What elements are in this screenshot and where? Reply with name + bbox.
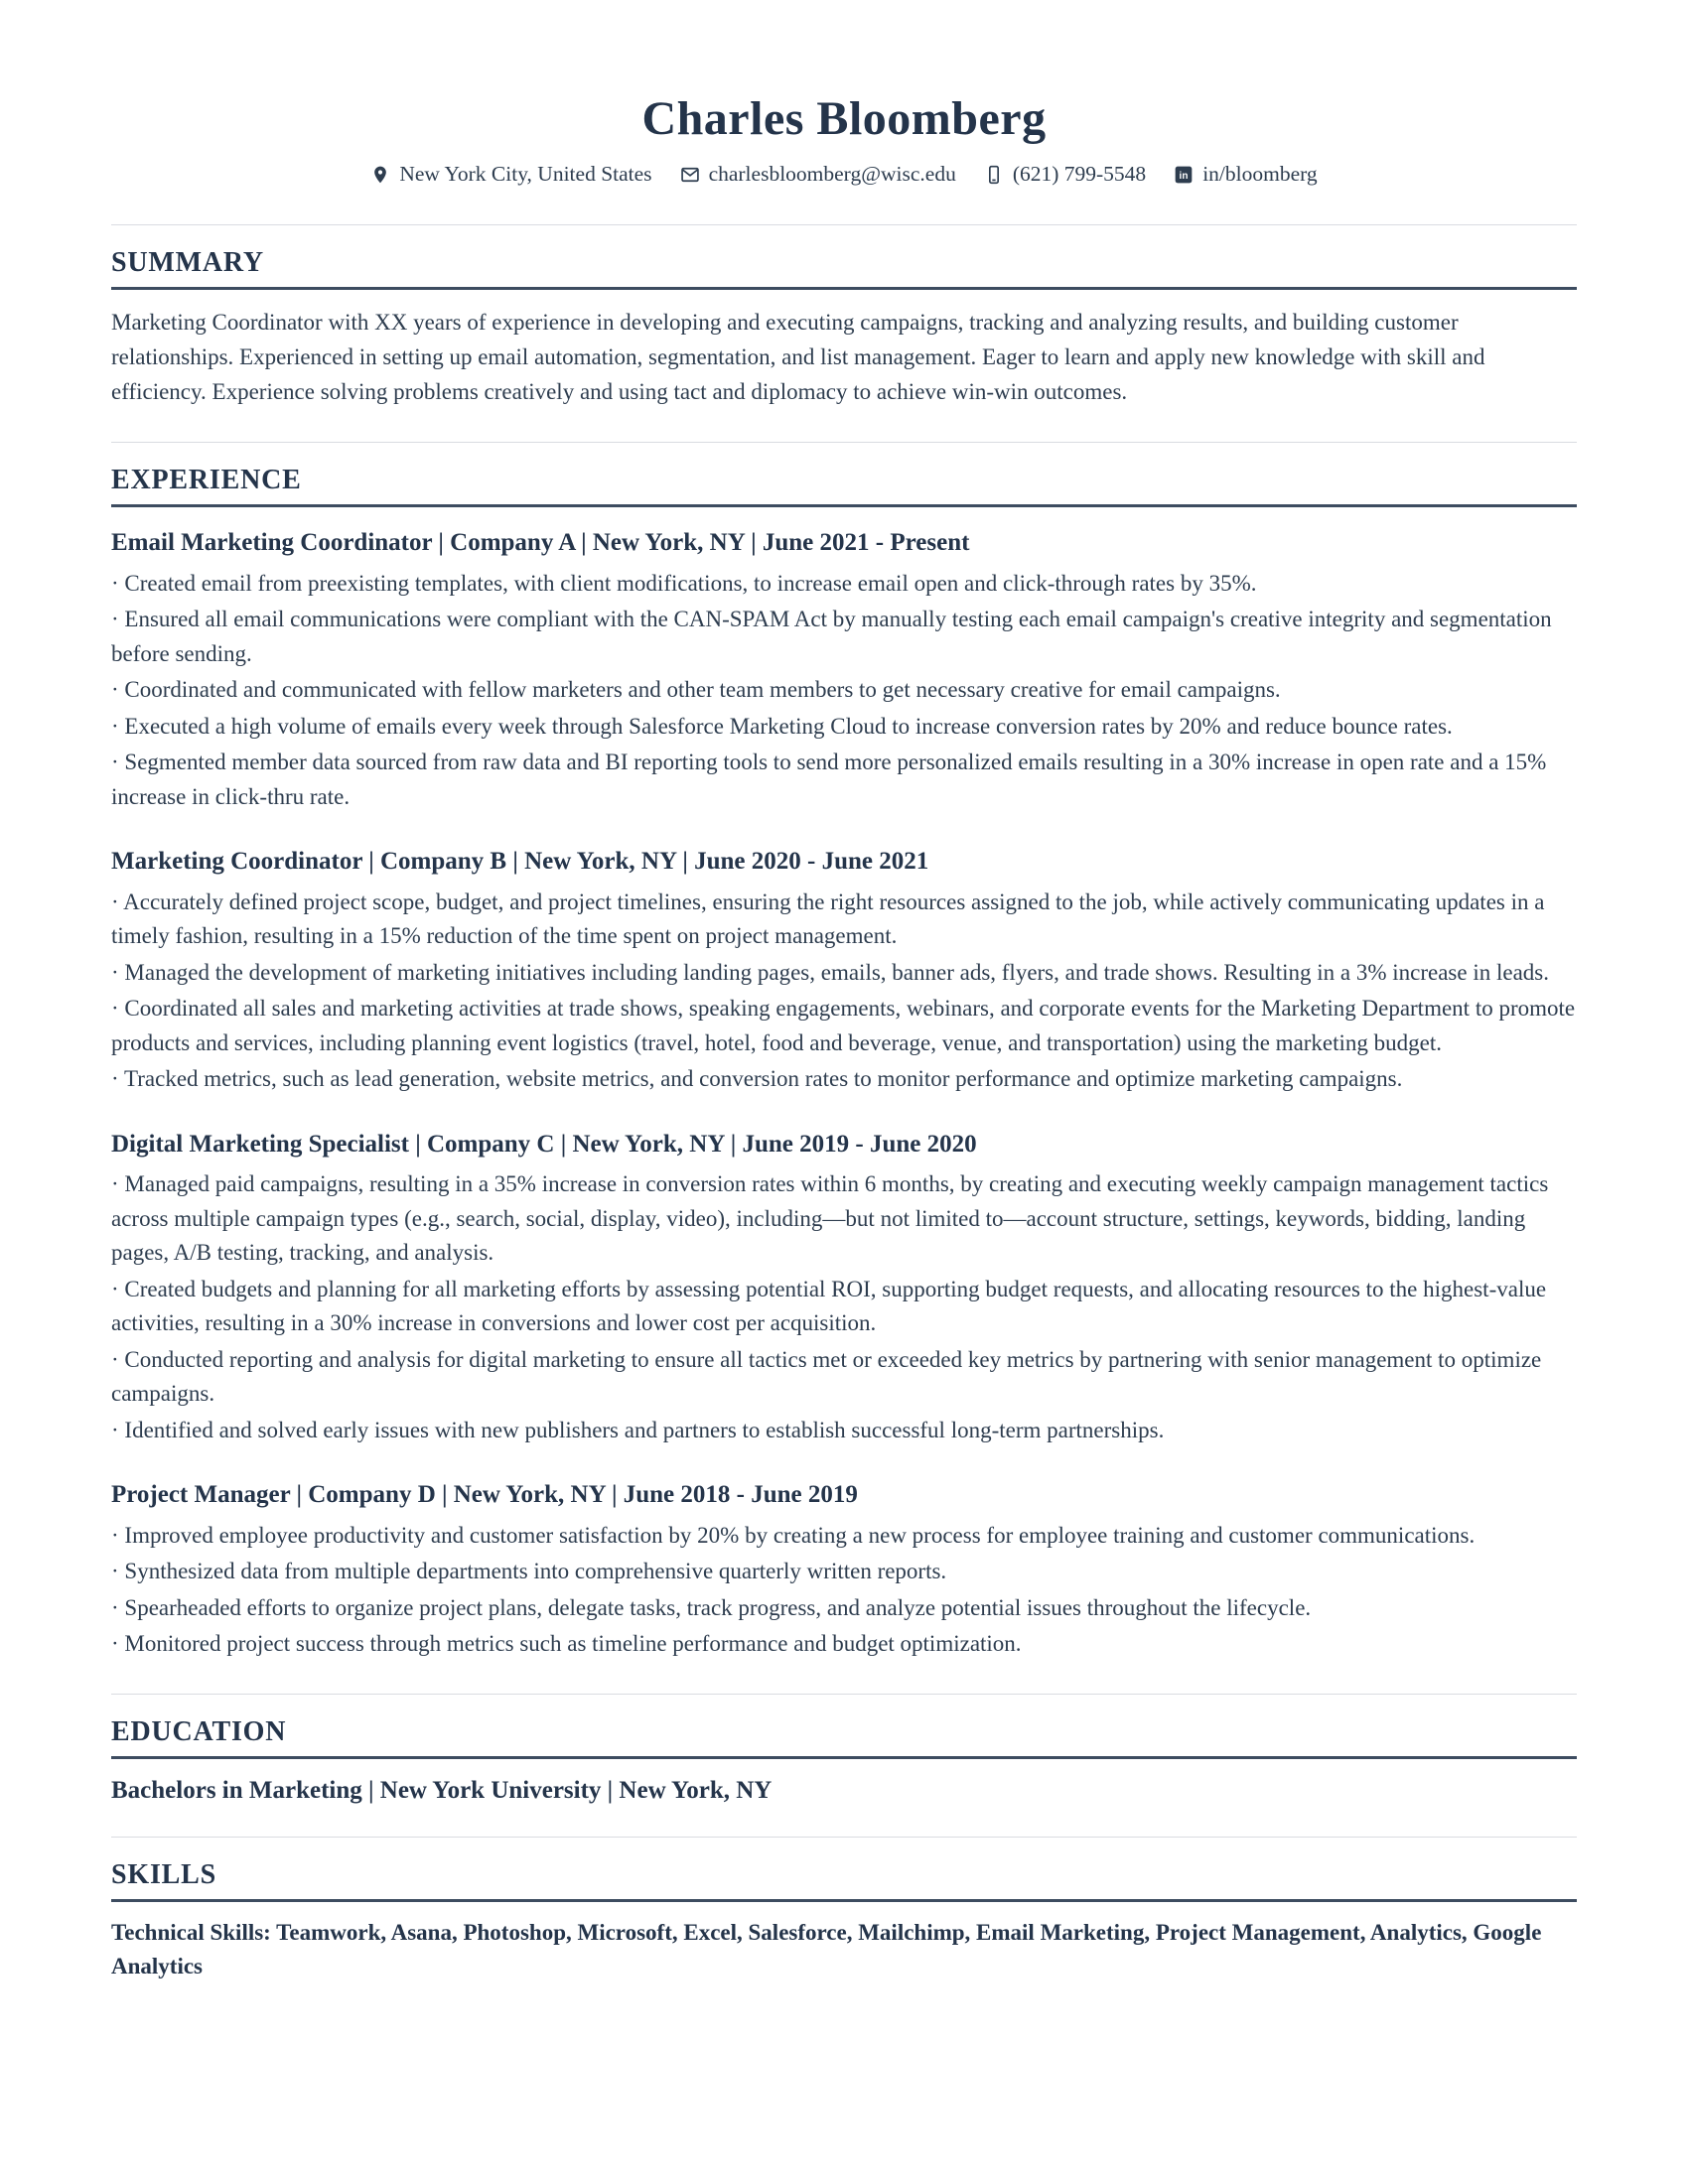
job-entry: [111, 527, 1577, 814]
job-bullet: · Monitored project success through metrics such as timeline performance and budget optimization.: [111, 1627, 1577, 1662]
contact-email-text: charlesbloomberg@wisc.edu: [708, 162, 956, 187]
job-bullet: · Identified and solved early issues with new publishers and partners to establish successful long-term partnerships.: [111, 1414, 1577, 1448]
location-pin-icon: [370, 165, 390, 185]
job-title: Digital Marketing Specialist | Company C | New York, NY | June 2019 - June 2020: [111, 1130, 977, 1158]
education-section: [111, 1694, 1577, 1805]
experience-section: [111, 442, 1577, 1662]
job-bullet: · Spearheaded efforts to organize project plans, delegate tasks, track progress, and analyze potential issues throughout the lifecycle.: [111, 1591, 1577, 1626]
email-icon: [680, 165, 700, 185]
skills-text: Technical Skills: Teamwork, Asana, Photoshop, Microsoft, Excel, Salesforce, Mailchimp, Email Marketing, Project Management, Analytics, Google Analytics: [111, 1919, 1542, 1979]
job-bullet: · Synthesized data from multiple departments into comprehensive quarterly written reports.: [111, 1555, 1577, 1589]
education-heading: EDUCATION: [111, 1716, 1577, 1759]
skills-heading: SKILLS: [111, 1859, 1577, 1902]
contact-linkedin-text: in/bloomberg: [1202, 162, 1318, 187]
contact-row: [111, 162, 1577, 187]
job-bullet: · Coordinated all sales and marketing activities at trade shows, speaking engagements, webinars, and corporate events for the Marketing Department to promote products and services, including planning event logistics (travel, hotel, food and beverage, venue, and transportation) using the marketing budget.: [111, 992, 1577, 1060]
job-title: Email Marketing Coordinator | Company A | New York, NY | June 2021 - Present: [111, 529, 970, 557]
education-degree: Bachelors in Marketing | New York University | New York, NY: [111, 1776, 773, 1804]
job-bullet: · Accurately defined project scope, budget, and project timelines, ensuring the right resources assigned to the job, while actively communicating updates in a timely fashion, resulting in a 15% reduction of the time spent on project management.: [111, 886, 1577, 954]
job-bullet: · Tracked metrics, such as lead generation, website metrics, and conversion rates to monitor performance and optimize marketing campaigns.: [111, 1062, 1577, 1097]
phone-icon: [984, 165, 1004, 185]
contact-email[interactable]: [680, 162, 956, 187]
job-bullet: · Coordinated and communicated with fellow marketers and other team members to get necessary creative for email campaigns.: [111, 673, 1577, 708]
job-bullet: · Managed the development of marketing initiatives including landing pages, emails, banner ads, flyers, and trade shows. Resulting in a 3% increase in leads.: [111, 956, 1577, 991]
job-entry: [111, 1479, 1577, 1662]
job-bullet: · Conducted reporting and analysis for digital marketing to ensure all tactics met or exceeded key metrics by partnering with senior management to optimize campaigns.: [111, 1343, 1577, 1412]
job-title: Marketing Coordinator | Company B | New York, NY | June 2020 - June 2021: [111, 848, 929, 876]
summary-section: [111, 224, 1577, 410]
job-title: Project Manager | Company D | New York, NY | June 2018 - June 2019: [111, 1481, 858, 1509]
job-entry: [111, 1129, 1577, 1448]
linkedin-icon: [1174, 165, 1194, 185]
contact-location: [370, 162, 651, 187]
job-bullet: · Segmented member data sourced from raw data and BI reporting tools to send more personalized emails resulting in a 30% increase in open rate and a 15% increase in click-thru rate.: [111, 746, 1577, 814]
experience-heading: EXPERIENCE: [111, 465, 1577, 507]
summary-heading: SUMMARY: [111, 247, 1577, 290]
job-bullet: · Created email from preexisting templates, with client modifications, to increase email open and click-through rates by 35%.: [111, 567, 1577, 602]
skills-section: [111, 1837, 1577, 1984]
person-name: Charles Bloomberg: [641, 92, 1047, 145]
resume-header: [111, 91, 1577, 187]
contact-phone-text: (621) 799-5548: [1012, 162, 1147, 187]
job-bullet: · Ensured all email communications were compliant with the CAN-SPAM Act by manually testing each email campaign's creative integrity and segmentation before sending.: [111, 603, 1577, 671]
job-bullet: · Managed paid campaigns, resulting in a 35% increase in conversion rates within 6 months, by creating and executing weekly campaign management tactics across multiple campaign types (e.g., search, social, display, video), including—but not limited to—account structure, settings, keywords, bidding, landing pages, A/B testing, tracking, and analysis.: [111, 1167, 1577, 1271]
job-bullet: · Created budgets and planning for all marketing efforts by assessing potential ROI, supporting budget requests, and allocating resources to the highest-value activities, resulting in a 30% increase in conversions and lower cost per acquisition.: [111, 1273, 1577, 1341]
contact-location-text: New York City, United States: [399, 162, 652, 187]
summary-text: Marketing Coordinator with XX years of experience in developing and executing campaigns, tracking and analyzing results, and building customer relationships. Experienced in setting up email automation, segmentation, and list management. Eager to learn and apply new knowledge with skill and efficiency. Experience solving problems creatively and using tact and diplomacy to achieve win-win outcomes.: [111, 310, 1485, 405]
job-bullet: · Improved employee productivity and customer satisfaction by 20% by creating a new process for employee training and customer communications.: [111, 1519, 1577, 1554]
contact-phone: [984, 162, 1146, 187]
job-entry: [111, 846, 1577, 1097]
svg-text:in: in: [1179, 170, 1189, 182]
job-bullet: · Executed a high volume of emails every week through Salesforce Marketing Cloud to increase conversion rates by 20% and reduce bounce rates.: [111, 710, 1577, 745]
contact-linkedin[interactable]: [1174, 162, 1317, 187]
